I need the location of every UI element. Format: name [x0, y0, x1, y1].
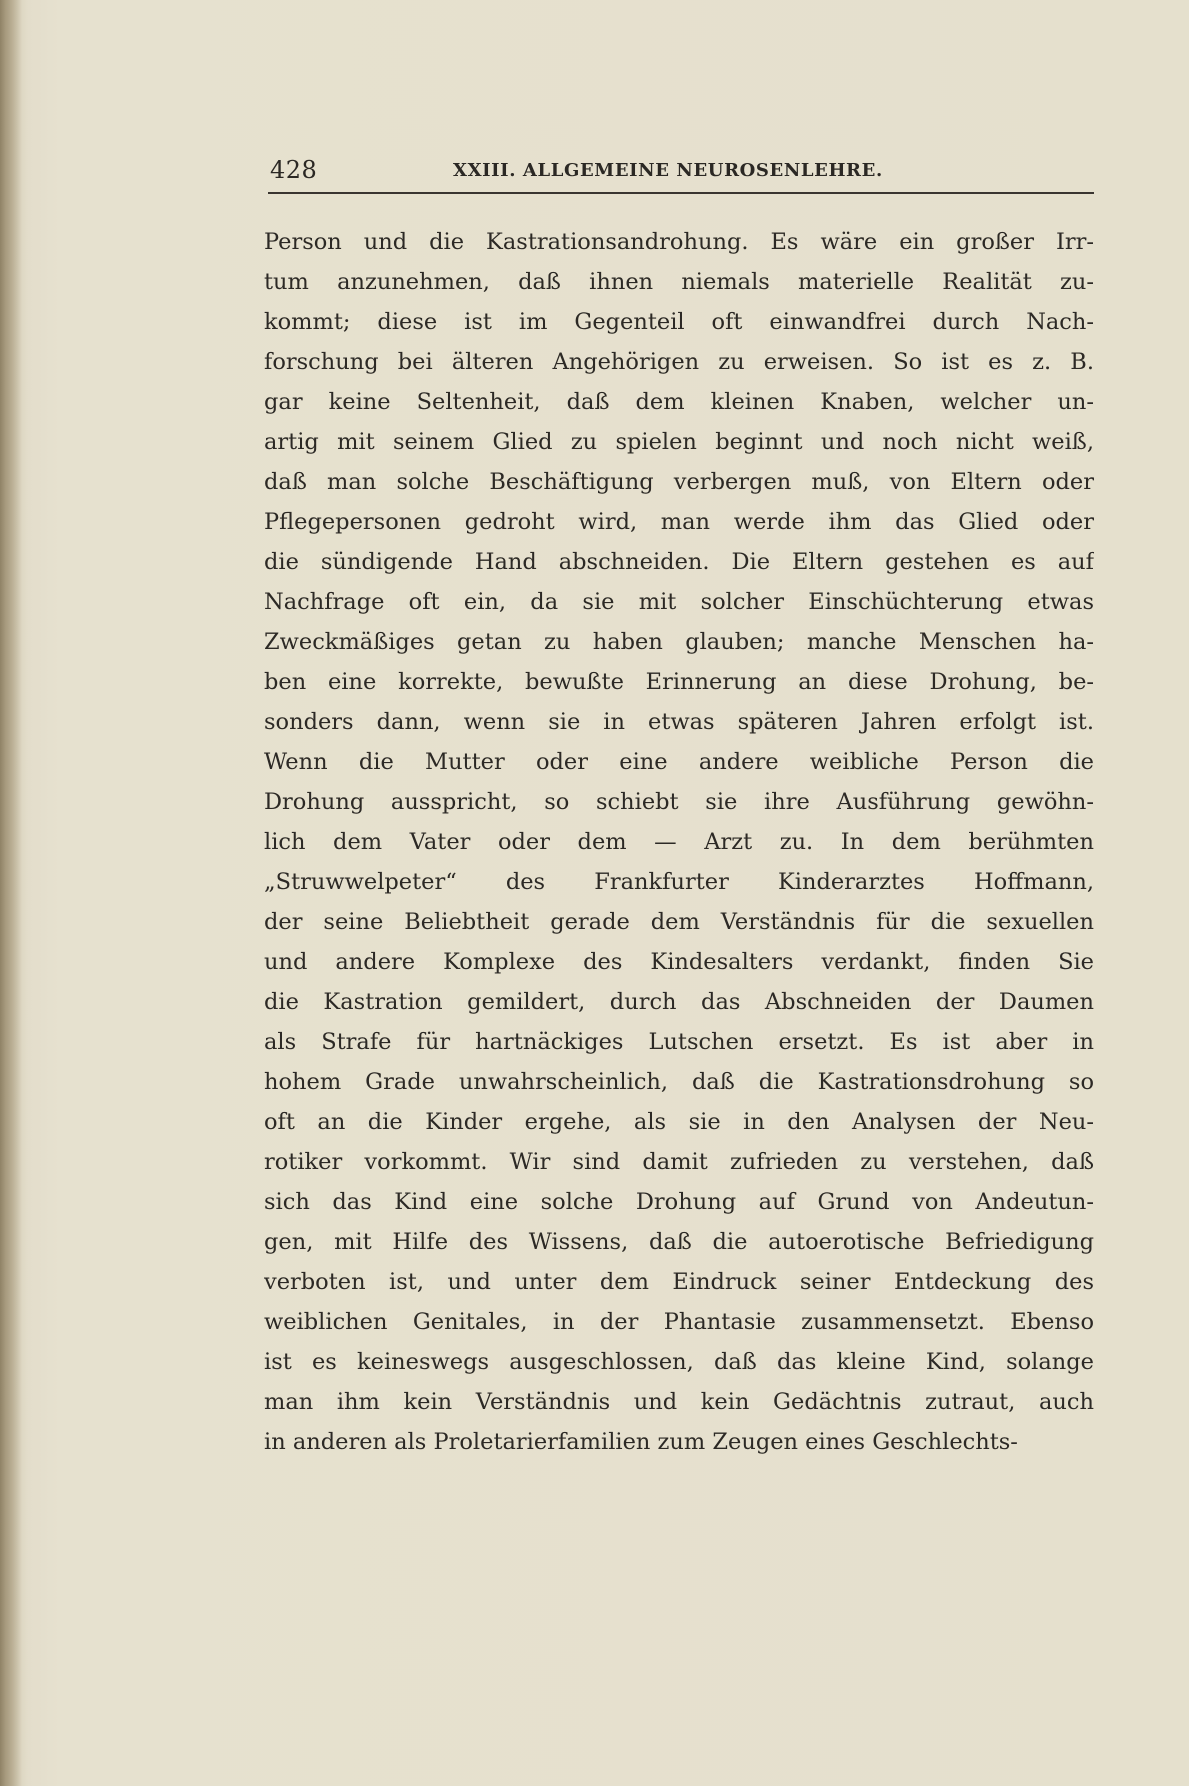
text-line: verboten ist, und unter dem Eindruck seiner Entdeckung des: [264, 1269, 1094, 1295]
text-line: kommt; diese ist im Gegenteil oft einwandfrei durch Nach-: [264, 309, 1094, 335]
page-number: 428: [270, 156, 318, 184]
text-line: sich das Kind eine solche Drohung auf Grund von Andeutun-: [264, 1189, 1094, 1215]
page-binding-edge: [0, 0, 22, 1786]
text-line: man ihm kein Verständnis und kein Gedächtnis zutraut, auch: [264, 1389, 1094, 1415]
text-line: ben eine korrekte, bewußte Erinnerung an diese Drohung, be-: [264, 669, 1094, 695]
text-line: tum anzunehmen, daß ihnen niemals materielle Realität zu-: [264, 269, 1094, 295]
text-line: Wenn die Mutter oder eine andere weibliche Person die: [264, 749, 1094, 775]
running-head: XXIII. ALLGEMEINE NEUROSENLEHRE.: [453, 160, 883, 181]
text-line: die sündigende Hand abschneiden. Die Eltern gestehen es auf: [264, 549, 1094, 575]
text-line: gar keine Seltenheit, daß dem kleinen Knaben, welcher un-: [264, 389, 1094, 415]
text-line: Pflegepersonen gedroht wird, man werde ihm das Glied oder: [264, 509, 1094, 535]
text-line: lich dem Vater oder dem — Arzt zu. In dem berühmten: [264, 829, 1094, 855]
text-line: rotiker vorkommt. Wir sind damit zufrieden zu verstehen, daß: [264, 1149, 1094, 1175]
text-line: und andere Komplexe des Kindesalters verdankt, finden Sie: [264, 949, 1094, 975]
text-line: weiblichen Genitales, in der Phantasie zusammensetzt. Ebenso: [264, 1309, 1094, 1335]
body-text: [264, 222, 1094, 1462]
text-line: ist es keineswegs ausgeschlossen, daß das kleine Kind, solange: [264, 1349, 1094, 1375]
text-line: oft an die Kinder ergehe, als sie in den Analysen der Neu-: [264, 1109, 1094, 1135]
text-line: artig mit seinem Glied zu spielen beginnt und noch nicht weiß,: [264, 429, 1094, 455]
text-line: der seine Beliebtheit gerade dem Verständnis für die sexuellen: [264, 909, 1094, 935]
text-line: die Kastration gemildert, durch das Abschneiden der Daumen: [264, 989, 1094, 1015]
text-line: „Struwwelpeter“ des Frankfurter Kinderarztes Hoffmann,: [264, 869, 1094, 895]
text-line: als Strafe für hartnäckiges Lutschen ersetzt. Es ist aber in: [264, 1029, 1094, 1055]
text-line: in anderen als Proletarierfamilien zum Zeugen eines Geschlechts-: [264, 1429, 1018, 1455]
text-line: hohem Grade unwahrscheinlich, daß die Kastrationsdrohung so: [264, 1069, 1094, 1095]
text-line: Drohung ausspricht, so schiebt sie ihre Ausführung gewöhn-: [264, 789, 1094, 815]
text-line: Nachfrage oft ein, da sie mit solcher Einschüchterung etwas: [264, 589, 1094, 615]
text-line: Person und die Kastrationsandrohung. Es wäre ein großer Irr-: [264, 229, 1094, 255]
text-line: forschung bei älteren Angehörigen zu erweisen. So ist es z. B.: [264, 349, 1094, 375]
text-line: daß man solche Beschäftigung verbergen muß, von Eltern oder: [264, 469, 1094, 495]
text-line: Zweckmäßiges getan zu haben glauben; manche Menschen ha-: [264, 629, 1094, 655]
text-line: sonders dann, wenn sie in etwas späteren Jahren erfolgt ist.: [264, 709, 1094, 735]
page-header: [268, 152, 1094, 194]
text-line: gen, mit Hilfe des Wissens, daß die autoerotische Befriedigung: [264, 1229, 1094, 1255]
